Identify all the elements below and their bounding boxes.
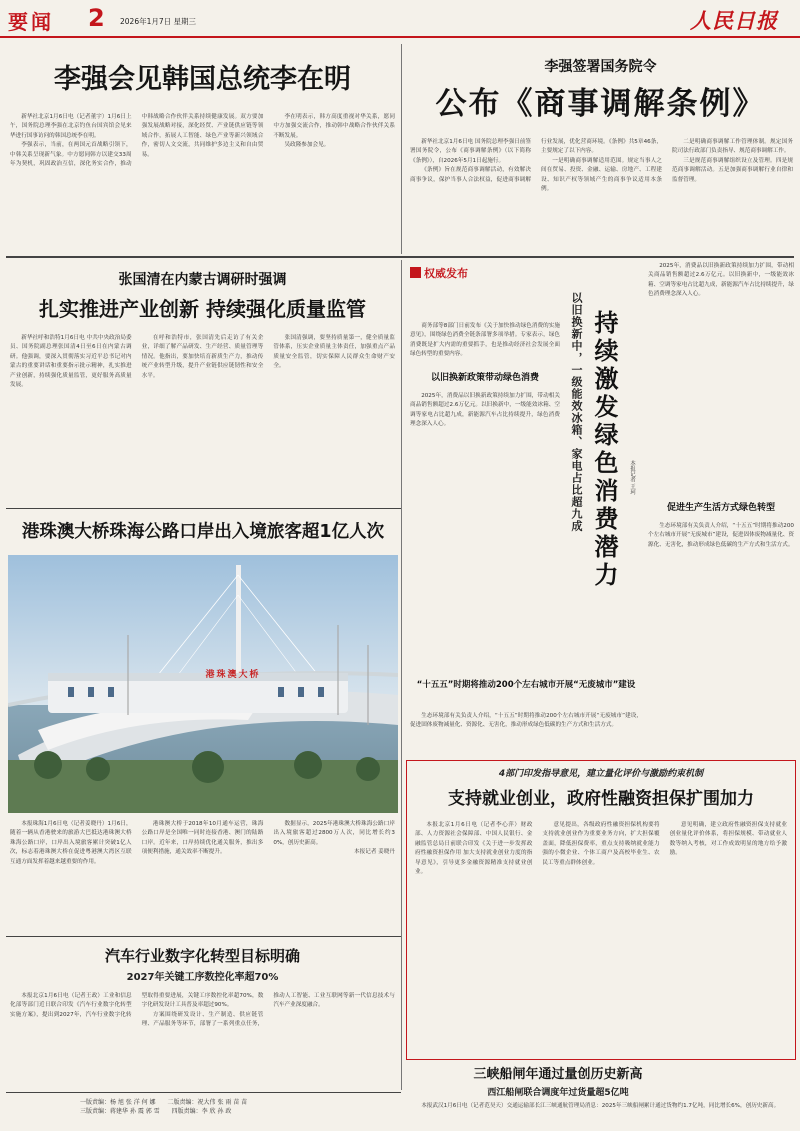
story7-paragraph: 意见明确，建立政府性融资担保支持就业创业量化评价体系，将担保规模、带动就业人数等纳入考核，对工作成效明显的地方给予激励。 xyxy=(669,822,787,857)
footer-editors xyxy=(80,1098,400,1124)
story6-paragraph: 生态环境部有关负责人介绍，“十五五”时期将推动200个左右城市开展“无废城市”建设，促进固体废物减量化、资源化、无害化，推动形成绿色低碳的生产方式和生活方式。 xyxy=(648,523,794,548)
story3-kicker: 张国清在内蒙古调研时强调 xyxy=(118,272,287,288)
story8-paragraph: 本报武汉1月6日电（记者范昊天）交通运输部长江三峡通航管理局消息：2025年三峡船闸累计通过货物约1.7亿吨，同比增长6%，创历史新高。 xyxy=(421,1103,780,1109)
newspaper-logo: 人民日报 xyxy=(690,8,778,33)
story8-headline: 三峡船闸年通过量创历史新高 xyxy=(473,1067,643,1082)
story6-paragraph: 2025年，消费品以旧换新政策持续加力扩围，带动相关商品销售额超过2.6万亿元。以旧换新中，一级能效冰箱、空调等家电占比超九成，新能源汽车占比持续提升，绿色消费理念深入人心。 xyxy=(410,393,560,428)
bridge-photo-svg xyxy=(8,555,398,813)
section-rule xyxy=(6,508,401,509)
story4-paragraph: 港珠澳大桥于2018年10月通车运营，珠海公路口岸是全国唯一同时连接香港、澳门的陆路口岸。近年来，口岸持续优化通关服务，推出多项便利措施，通关效率不断提升。 xyxy=(141,821,264,856)
section-rule xyxy=(6,936,401,937)
issue-date: 2026年1月7日 星期三 xyxy=(120,17,197,26)
story1-body xyxy=(10,113,395,239)
story1-paragraph: 李在明表示，韩方高度重视对华关系，愿同中方加强交流合作，推动韩中战略合作伙伴关系不断发展。 xyxy=(273,114,395,139)
story3-headline: 扎实推进产业创新 持续强化质量监管 xyxy=(39,297,366,321)
footer-editor: 四版责编：李 欣 孙 政 xyxy=(171,1108,232,1115)
masthead-rule xyxy=(0,36,800,38)
story6-vertical-subtitle: 以旧换新中，一级能效冰箱、家电占比超九成 xyxy=(570,292,583,532)
story4-headline: 港珠澳大桥珠海公路口岸出入境旅客超1亿人次 xyxy=(21,522,385,542)
story6-section-head: 促进生产生活方式绿色转型 xyxy=(666,503,775,513)
bridge-photo xyxy=(8,555,398,813)
story7-paragraph: 本报北京1月6日电（记者李心萍）财政部、人力资源社会保障部、中国人民银行、金融监管总局日前联合印发《关于进一步发挥政府性融资担保作用 加大支持就业创业力度的指导意见》，引导更多金融资源精准支持就业创业。 xyxy=(415,822,533,876)
story2-paragraph: 一是明确商事调解适用范围。规定当事人之间在贸易、投资、金融、运输、房地产、工程建设、知识产权等领域产生的商事争议适用本条例。 xyxy=(541,157,662,193)
story6-vertical-title: 持续激发绿色消费潜力 xyxy=(590,310,618,590)
story6-paragraph: 2025年，消费品以旧换新政策持续加力扩围，带动相关商品销售额超过2.6万亿元。以旧换新中，一级能效冰箱、空调等家电占比超九成，新能源汽车占比持续提升，绿色消费理念深入人心。 xyxy=(648,263,794,298)
story7-paragraph: 意见提出，各级政府性融资担保机构要将支持就业创业作为重要业务方向，扩大担保覆盖面，降低担保费率，重点支持吸纳就业能力强的小微企业、个体工商户及高校毕业生、农民工等重点群体创业。 xyxy=(542,822,660,866)
footer-editor: 二版责编：祝大伟 张 雨 苗 苗 xyxy=(167,1099,248,1106)
story6-kicker: 权威发布 xyxy=(424,267,468,280)
footer-editor: 一版责编：杨 旭 张 洋 何 娜 xyxy=(80,1099,156,1106)
section-rule xyxy=(6,256,794,258)
story2-paragraph: 新华社北京1月6日电 国务院总理李强日前签署国务院令，公布《商事调解条例》（以下简称《条例》），自2026年5月1日起施行。 xyxy=(410,139,531,164)
masthead xyxy=(0,0,800,38)
story5-headline: 汽车行业数字化转型目标明确 xyxy=(104,947,300,965)
story6-section-head: 以旧换新政策带动绿色消费 xyxy=(430,373,539,383)
story7-body xyxy=(415,821,787,1053)
story3-paragraph: 新华社呼和浩特1月6日电 中共中央政治局委员、国务院副总理张国清4日至6日在内蒙古调研。他强调，要深入贯彻落实习近平总书记对内蒙古的重要讲话和重要指示批示精神，扎实推进产业创新，持续强化质量监管，更好服务高质量发展。 xyxy=(10,335,132,389)
column-divider xyxy=(401,260,402,1090)
story4-paragraph: 本报珠海1月6日电（记者姜晓丹）1月6日，随着一辆从香港驶来的旅游大巴抵达港珠澳大桥珠海公路口岸，口岸出入境旅客累计突破1亿人次，标志着港珠澳大桥在促进粤港澳大湾区互联互通方面发挥着越来越重要的作用。 xyxy=(10,821,132,865)
story6-col3b xyxy=(648,522,794,756)
column-divider xyxy=(401,44,402,254)
story1-paragraph: 吴政隆参加会见。 xyxy=(284,142,330,149)
story6-col1b xyxy=(410,392,560,676)
story6-col1 xyxy=(410,322,560,362)
story4-signature: 本报记者 姜晓丹 xyxy=(354,849,395,856)
story4-body xyxy=(10,820,395,934)
story5-body xyxy=(10,992,395,1088)
story2-paragraph: 《条例》旨在规范商事调解活动，有效解决商事争议，保护当事人合法权益，促进商事调解行业发展，优化营商环境。《条例》共5章46条，主要规定了以下内容。 xyxy=(410,139,662,183)
story2-paragraph: 二是明确商事调解工作管理体制。规定国务院司法行政部门负责指导、规范商事调解工作。 xyxy=(672,139,793,155)
story3-paragraph: 在呼和浩特市，张国清先后走访了有关企业，详细了解产品研发、生产经营、质量管理等情况。他指出，要加快培育新质生产力，推动传统产业转型升级，提升产业链供应链韧性和安全水平。 xyxy=(141,335,264,379)
story8-body xyxy=(410,1102,794,1122)
page-number: 2 xyxy=(88,4,105,32)
story6-kicker-box xyxy=(408,263,568,283)
story1-paragraph: 新华社北京1月6日电（记者董宇）1月6日上午，国务院总理李强在北京钓鱼台国宾馆会见来华进行国事访问的韩国总统李在明。 xyxy=(10,114,132,139)
photo-sign-text: 港珠澳大桥 xyxy=(205,670,261,680)
story5-subhead: 2027年关键工序数控化率超70% xyxy=(126,972,279,983)
story7-headline: 支持就业创业，政府性融资担保扩围加力 xyxy=(448,789,754,809)
story8-subhead: 西江船闸联合调度年过货量超5亿吨 xyxy=(487,1088,629,1098)
story5-paragraph: 方案围绕研发设计、生产制造、供应链管理、产品服务等环节，部署了一系列重点任务，推动人工智能、工业互联网等新一代信息技术与汽车产业深度融合。 xyxy=(141,993,395,1028)
story6-section-head: “十五五”时期将推动200个左右城市开展“无废城市”建设 xyxy=(416,680,636,690)
story4-paragraph: 数据显示，2025年港珠澳大桥珠海公路口岸出入境旅客超过2800万人次，同比增长约30%，创历史新高。 xyxy=(273,821,395,846)
story6-paragraph: 生态环境部有关负责人介绍，“十五五”时期将推动200个左右城市开展“无废城市”建设，促进固体废物减量化、资源化、无害化，推动形成绿色低碳的生产方式和生活方式。 xyxy=(410,713,642,729)
story7-kicker: 4部门印发指导意见，建立量化评价与激励约束机制 xyxy=(498,769,704,779)
story3-paragraph: 张国清强调，要坚持质量第一，健全质量监管体系，压实企业质量主体责任，加强重点产品质量安全监管，切实保障人民群众生命财产安全。 xyxy=(273,335,395,370)
story6-col3 xyxy=(648,262,794,492)
story2-kicker: 李强签署国务院令 xyxy=(544,59,657,75)
section-label: 要闻 xyxy=(8,10,54,32)
story1-headline: 李强会见韩国总统李在明 xyxy=(54,64,351,95)
story1-paragraph: 李强表示，当前，在两国元首战略引领下，中韩关系呈现新气象。中方愿同韩方以建交33周年为契机，巩固政治互信，深化务实合作，推动中韩战略合作伙伴关系持续健康发展。双方要加强发展战略对接，深化经贸、产业链供应链等领域合作，拓展人工智能、绿色产业等新兴领域合作，密切人文交流，共同维护多边主义和自由贸易。 xyxy=(10,114,264,168)
footer-editor: 三版责编：蒋建华 孙 震 郭 雪 xyxy=(80,1108,160,1115)
story3-body xyxy=(10,334,395,502)
story5-paragraph: 本报北京1月6日电（记者王政）工业和信息化部等部门近日联合印发《汽车行业数字化转型实施方案》，提出到2027年，汽车行业数字化转型取得重要进展，关键工序数控化率超70%，数字化研发设计工具普及率超过90%。 xyxy=(10,993,264,1018)
story6-col1c xyxy=(410,712,642,756)
story2-paragraph: 三是规范商事调解组织设立及管理。四是规范商事调解活动。五是加强商事调解行业自律和监督管理。 xyxy=(672,157,793,183)
story6-reporter: 本报记者 王珂 xyxy=(629,460,635,495)
footer-rule xyxy=(6,1092,401,1093)
story2-body xyxy=(410,138,793,250)
story2-headline: 公布《商事调解条例》 xyxy=(435,86,766,122)
story6-kicker-icon xyxy=(410,267,421,278)
story6-paragraph: 商务部等8部门日前发布《关于加快推动绿色消费的实施意见》，围绕绿色消费全链条部署多项举措。专家表示，绿色消费既是扩大内需的重要抓手，也是推动经济社会发展全面绿色转型的重要内容。 xyxy=(410,323,560,358)
story7-box xyxy=(406,760,796,1060)
